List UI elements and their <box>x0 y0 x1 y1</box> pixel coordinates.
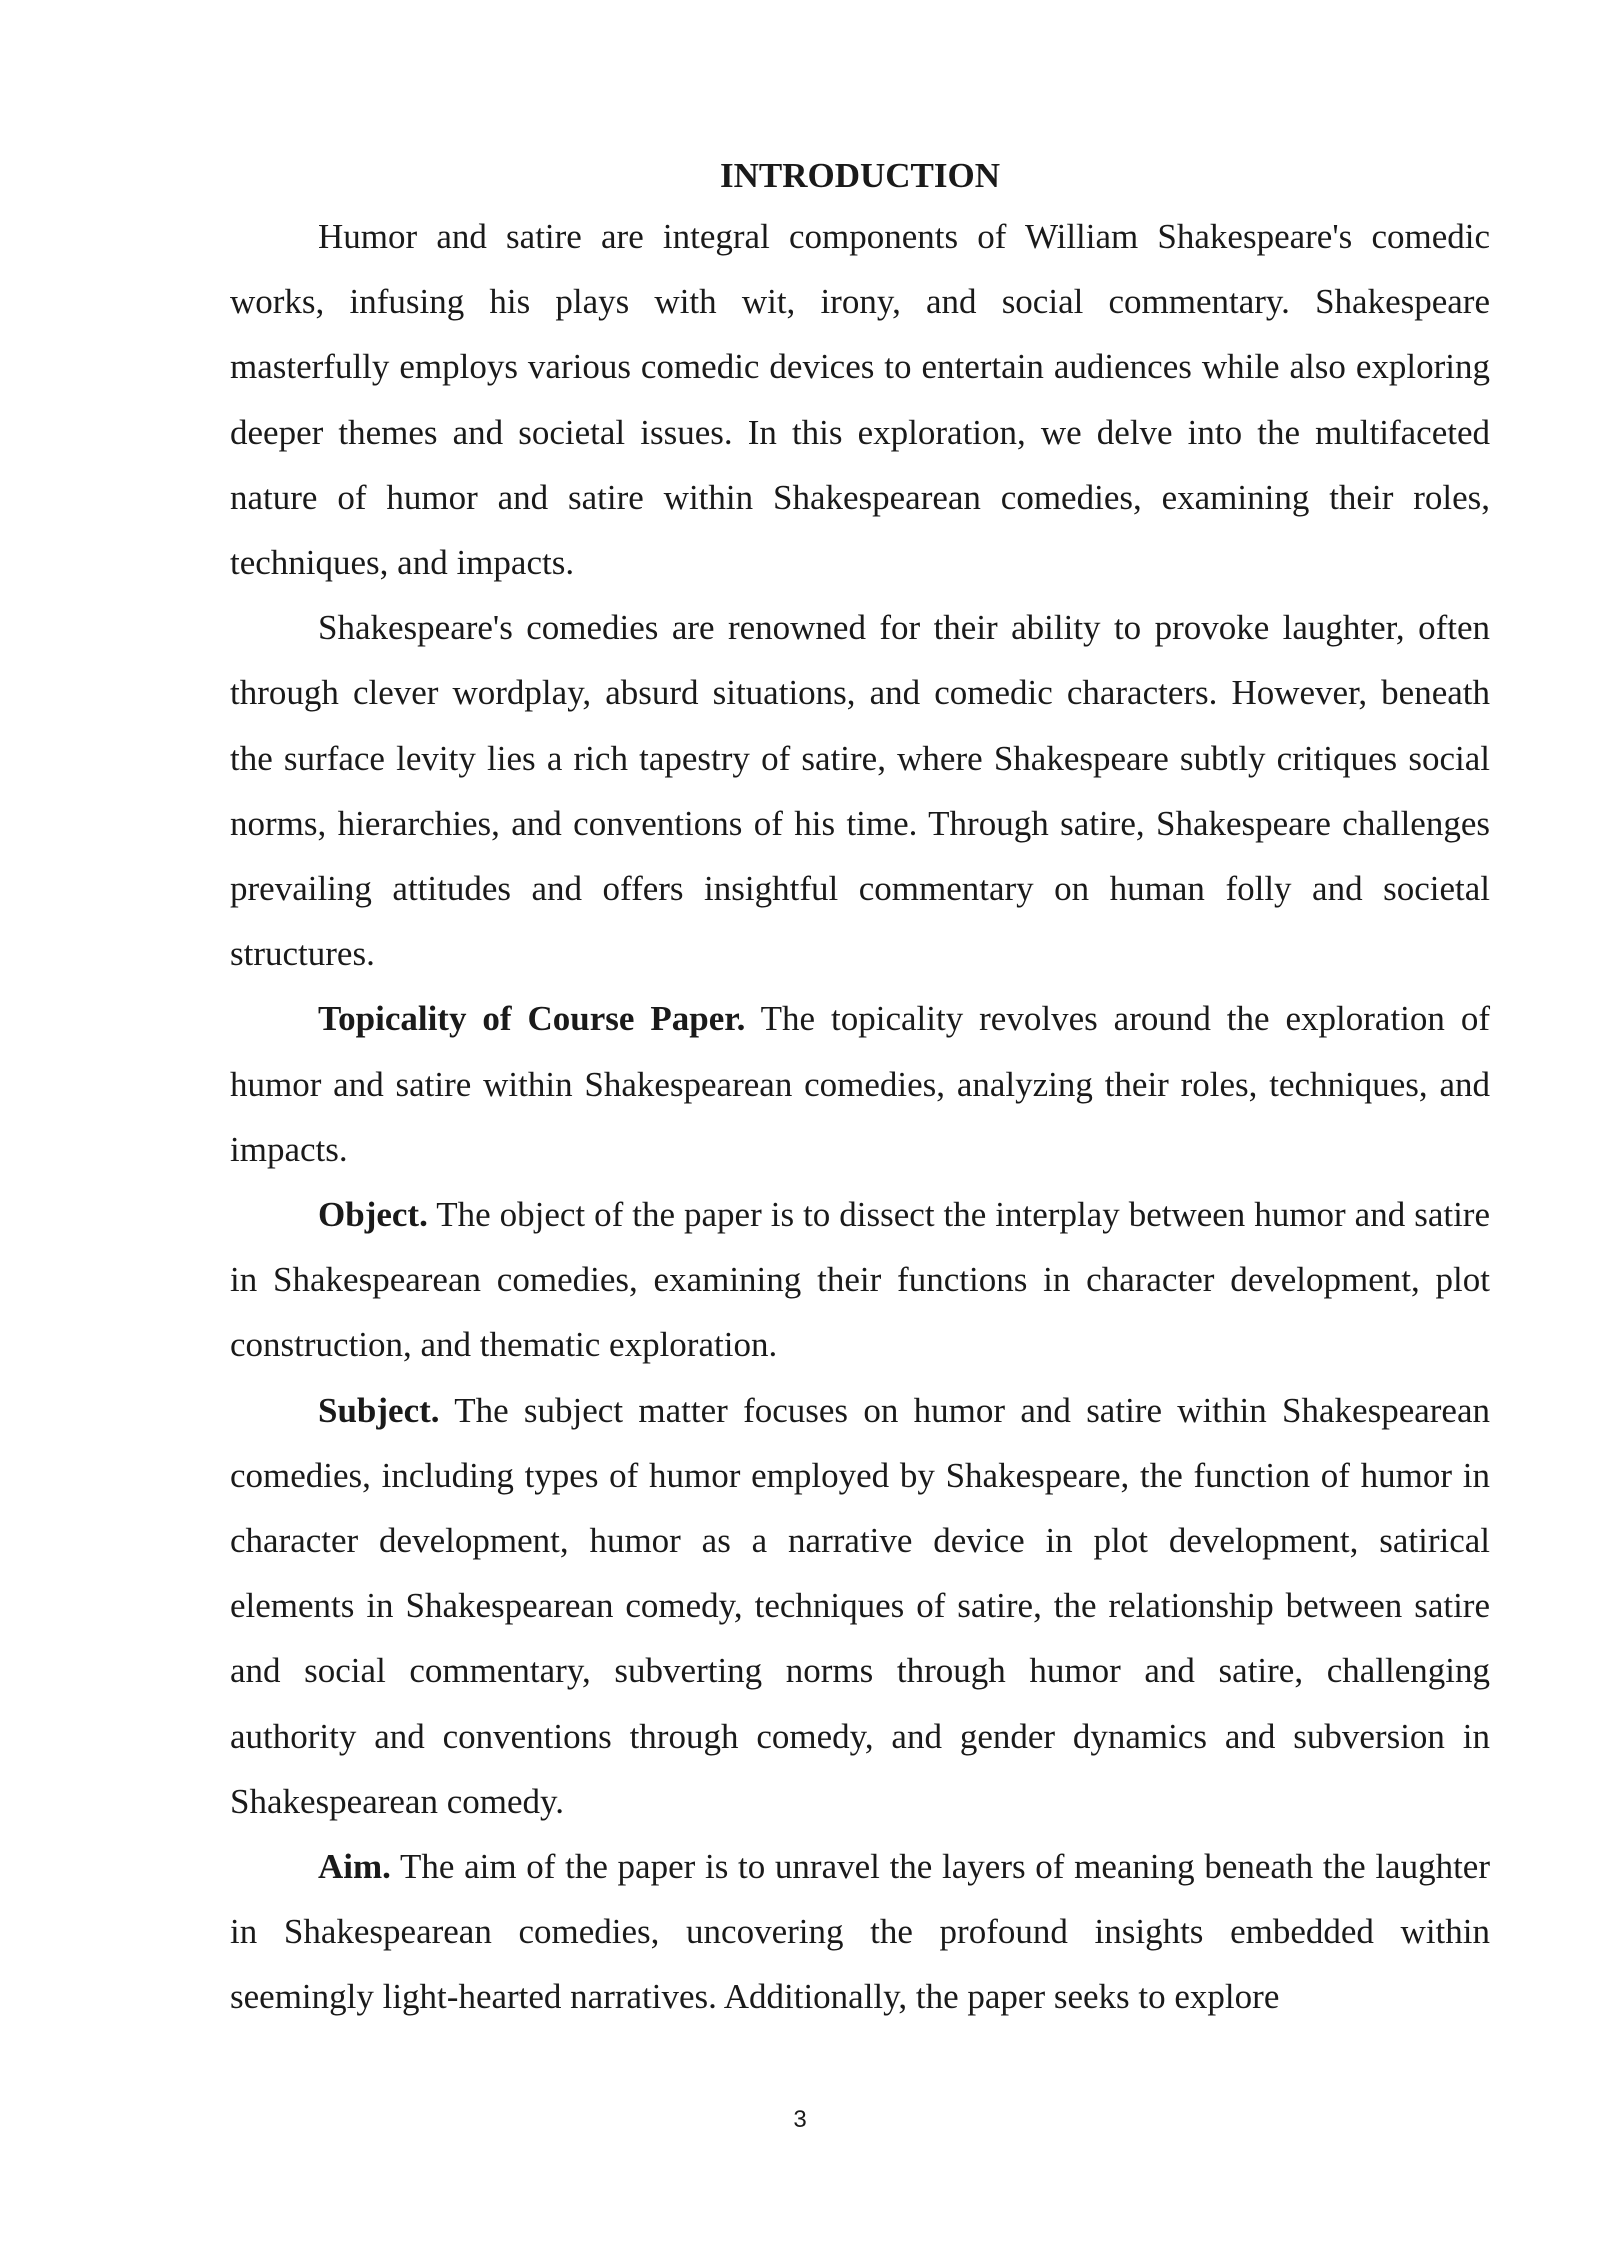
page-number: 3 <box>793 2106 807 2133</box>
paragraph-text: The object of the paper is to dissect the interplay between humor and satire in Shakespearean comedies, examining their functions in character development, plot construction, and thematic exploration. <box>230 1195 1490 1365</box>
paragraph-intro <box>230 204 1490 595</box>
paragraph-topicality <box>230 986 1490 1182</box>
paragraph-lead: Subject. <box>318 1390 440 1430</box>
paragraph-lead: Aim. <box>318 1847 391 1887</box>
section-title: INTRODUCTION <box>719 156 1001 195</box>
paragraph-object <box>230 1182 1490 1378</box>
page-content <box>230 148 1490 2030</box>
paragraph-text: The aim of the paper is to unravel the layers of meaning beneath the laughter in Shakespearean comedies, uncovering the profound insights embedded within seemingly light-hearted narratives. Additionally, the paper seeks to explore <box>230 1847 1490 2017</box>
paragraph-subject <box>230 1378 1490 1834</box>
paragraph-text: Shakespeare's comedies are renowned for their ability to provoke laughter, often through clever wordplay, absurd situations, and comedic characters. However, beneath the surface levity lies a rich tapestry of satire, where Shakespeare subtly critiques social norms, hierarchies, and conventions of his time. Through satire, Shakespeare challenges prevailing attitudes and offers insightful commentary on human folly and societal structures. <box>230 608 1490 974</box>
paragraph-lead: Topicality of Course Paper. <box>318 999 746 1039</box>
paragraph-aim <box>230 1834 1490 2030</box>
paragraph-text: Humor and satire are integral components of William Shakespeare's comedic works, infusing his plays with wit, irony, and social commentary. Shakespeare masterfully employs various comedic devices to entertain audiences while also exploring deeper themes and societal issues. In this exploration, we delve into the multifaceted nature of humor and satire within Shakespearean comedies, examining their roles, techniques, and impacts. <box>230 217 1490 583</box>
paragraph-lead: Object. <box>318 1195 428 1235</box>
paragraph-comedies <box>230 595 1490 986</box>
paragraph-text: The topicality revolves around the exploration of humor and satire within Shakespearean comedies, analyzing their roles, techniques, and impacts. <box>230 999 1491 1169</box>
paragraph-text: The subject matter focuses on humor and satire within Shakespearean comedies, including types of humor employed by Shakespeare, the function of humor in character development, humor as a narrative device in plot development, satirical elements in Shakespearean comedy, techniques of satire, the relationship between satire and social commentary, subverting norms through humor and satire, challenging authority and conventions through comedy, and gender dynamics and subversion in Shakespearean comedy. <box>230 1390 1490 1821</box>
